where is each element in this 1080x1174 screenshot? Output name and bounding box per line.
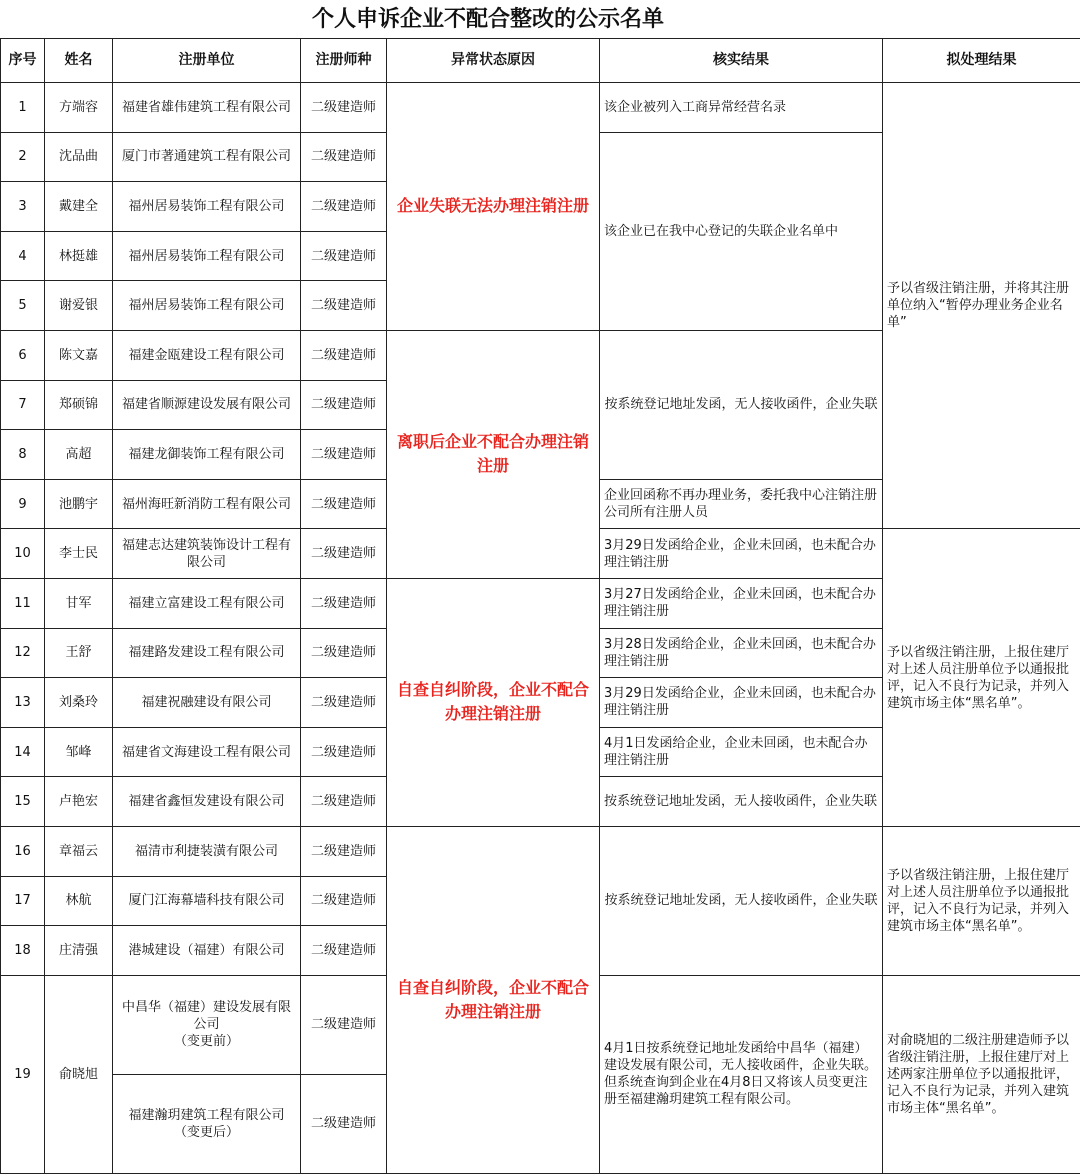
row-name: 沈品曲 bbox=[45, 132, 113, 182]
reason-cell: 企业失联无法办理注销注册 bbox=[387, 83, 600, 331]
row-name: 俞晓旭 bbox=[45, 975, 113, 1173]
row-name: 甘军 bbox=[45, 578, 113, 628]
row-type: 二级建造师 bbox=[301, 727, 387, 777]
row-type: 二级建造师 bbox=[301, 132, 387, 182]
row-type: 二级建造师 bbox=[301, 826, 387, 876]
row-type: 二级建造师 bbox=[301, 330, 387, 380]
row-type: 二级建造师 bbox=[301, 529, 387, 579]
row-company: 福清市利捷装潢有限公司 bbox=[113, 826, 301, 876]
row-type: 二级建造师 bbox=[301, 578, 387, 628]
col-header-no: 序号 bbox=[1, 39, 45, 83]
verify-cell: 按系统登记地址发函，无人接收函件，企业失联 bbox=[600, 330, 883, 479]
row-no: 9 bbox=[1, 479, 45, 529]
notice-table bbox=[0, 38, 1080, 1174]
verify-cell: 3月29日发函给企业，企业未回函，也未配合办理注销注册 bbox=[600, 678, 883, 728]
handling-cell: 予以省级注销注册，上报住建厅对上述人员注册单位予以通报批评，记入不良行为记录，并列入建筑市场主体“黑名单”。 bbox=[883, 826, 1080, 975]
page-title: 个人申诉企业不配合整改的公示名单 bbox=[0, 0, 1080, 38]
row-company: 福建金瓯建设工程有限公司 bbox=[113, 330, 301, 380]
row-no: 2 bbox=[1, 132, 45, 182]
row-no: 1 bbox=[1, 83, 45, 133]
row-type: 二级建造师 bbox=[301, 430, 387, 480]
row-type: 二级建造师 bbox=[301, 479, 387, 529]
row-no: 6 bbox=[1, 330, 45, 380]
row-no: 7 bbox=[1, 380, 45, 430]
row-name: 卢艳宏 bbox=[45, 777, 113, 827]
col-header-handling: 拟处理结果 bbox=[883, 39, 1080, 83]
row-company: 福州居易装饰工程有限公司 bbox=[113, 231, 301, 281]
table-header-row bbox=[1, 39, 1080, 83]
row-type: 二级建造师 bbox=[301, 876, 387, 926]
row-name: 刘桑玲 bbox=[45, 678, 113, 728]
row-no: 8 bbox=[1, 430, 45, 480]
row-type: 二级建造师 bbox=[301, 777, 387, 827]
row-company: 港城建设（福建）有限公司 bbox=[113, 926, 301, 976]
row-name: 李士民 bbox=[45, 529, 113, 579]
reason-cell: 自查自纠阶段，企业不配合办理注销注册 bbox=[387, 826, 600, 1173]
col-header-verify: 核实结果 bbox=[600, 39, 883, 83]
col-header-company: 注册单位 bbox=[113, 39, 301, 83]
verify-cell: 该企业已在我中心登记的失联企业名单中 bbox=[600, 132, 883, 330]
row-name: 郑硕锦 bbox=[45, 380, 113, 430]
row-name: 池鹏宇 bbox=[45, 479, 113, 529]
row-company: 福建省雄伟建筑工程有限公司 bbox=[113, 83, 301, 133]
row-company: 福州海旺新消防工程有限公司 bbox=[113, 479, 301, 529]
verify-cell: 3月29日发函给企业，企业未回函，也未配合办理注销注册 bbox=[600, 529, 883, 579]
row-name: 戴建全 bbox=[45, 182, 113, 232]
row-no: 19 bbox=[1, 975, 45, 1173]
row-type: 二级建造师 bbox=[301, 678, 387, 728]
table-row bbox=[1, 826, 1080, 876]
row-no: 13 bbox=[1, 678, 45, 728]
verify-cell: 该企业被列入工商异常经营名录 bbox=[600, 83, 883, 133]
row-type: 二级建造师 bbox=[301, 926, 387, 976]
row-no: 14 bbox=[1, 727, 45, 777]
row-name: 邹峰 bbox=[45, 727, 113, 777]
row-type: 二级建造师 bbox=[301, 975, 387, 1074]
handling-cell: 予以省级注销注册，上报住建厅对上述人员注册单位予以通报批评，记入不良行为记录，并列入建筑市场主体“黑名单”。 bbox=[883, 529, 1080, 827]
row-company: 福建志达建筑装饰设计工程有限公司 bbox=[113, 529, 301, 579]
verify-cell: 3月27日发函给企业，企业未回函，也未配合办理注销注册 bbox=[600, 578, 883, 628]
row-no: 16 bbox=[1, 826, 45, 876]
row-type: 二级建造师 bbox=[301, 1074, 387, 1173]
reason-cell: 自查自纠阶段，企业不配合办理注销注册 bbox=[387, 578, 600, 826]
row-name: 王舒 bbox=[45, 628, 113, 678]
row-type: 二级建造师 bbox=[301, 83, 387, 133]
row-type: 二级建造师 bbox=[301, 182, 387, 232]
row-company: 福建省文海建设工程有限公司 bbox=[113, 727, 301, 777]
row-no: 17 bbox=[1, 876, 45, 926]
row-no: 15 bbox=[1, 777, 45, 827]
row-company: 福建路发建设工程有限公司 bbox=[113, 628, 301, 678]
row-no: 10 bbox=[1, 529, 45, 579]
row-company: 福建省鑫恒发建设有限公司 bbox=[113, 777, 301, 827]
row-name: 陈文嘉 bbox=[45, 330, 113, 380]
row-type: 二级建造师 bbox=[301, 231, 387, 281]
row-company: 厦门江海幕墙科技有限公司 bbox=[113, 876, 301, 926]
row-company: 福建龙御装饰工程有限公司 bbox=[113, 430, 301, 480]
row-name: 方端容 bbox=[45, 83, 113, 133]
row-no: 5 bbox=[1, 281, 45, 331]
reason-cell: 离职后企业不配合办理注销注册 bbox=[387, 330, 600, 578]
row-company: 厦门市著通建筑工程有限公司 bbox=[113, 132, 301, 182]
table-row bbox=[1, 83, 1080, 133]
row-name: 林挺雄 bbox=[45, 231, 113, 281]
row-company: 福建瀚玥建筑工程有限公司 （变更后） bbox=[113, 1074, 301, 1173]
row-name: 章福云 bbox=[45, 826, 113, 876]
row-type: 二级建造师 bbox=[301, 281, 387, 331]
row-name: 林航 bbox=[45, 876, 113, 926]
row-company: 福建立富建设工程有限公司 bbox=[113, 578, 301, 628]
row-type: 二级建造师 bbox=[301, 380, 387, 430]
row-name: 高超 bbox=[45, 430, 113, 480]
verify-cell: 3月28日发函给企业，企业未回函，也未配合办理注销注册 bbox=[600, 628, 883, 678]
row-name: 庄清强 bbox=[45, 926, 113, 976]
row-no: 12 bbox=[1, 628, 45, 678]
row-company: 福建省顺源建设发展有限公司 bbox=[113, 380, 301, 430]
verify-cell: 4月1日发函给企业，企业未回函，也未配合办理注销注册 bbox=[600, 727, 883, 777]
row-name: 谢爱银 bbox=[45, 281, 113, 331]
row-company: 福州居易装饰工程有限公司 bbox=[113, 281, 301, 331]
verify-cell: 按系统登记地址发函，无人接收函件，企业失联 bbox=[600, 826, 883, 975]
col-header-type: 注册师种 bbox=[301, 39, 387, 83]
verify-cell: 按系统登记地址发函，无人接收函件，企业失联 bbox=[600, 777, 883, 827]
row-company: 福州居易装饰工程有限公司 bbox=[113, 182, 301, 232]
row-no: 4 bbox=[1, 231, 45, 281]
col-header-reason: 异常状态原因 bbox=[387, 39, 600, 83]
row-type: 二级建造师 bbox=[301, 628, 387, 678]
row-company: 福建祝融建设有限公司 bbox=[113, 678, 301, 728]
verify-cell: 企业回函称不再办理业务，委托我中心注销注册公司所有注册人员 bbox=[600, 479, 883, 529]
handling-cell: 予以省级注销注册，并将其注册单位纳入“暂停办理业务企业名单” bbox=[883, 83, 1080, 529]
row-company: 中昌华（福建）建设发展有限公司 （变更前） bbox=[113, 975, 301, 1074]
verify-cell: 4月1日按系统登记地址发函给中昌华（福建）建设发展有限公司，无人接收函件，企业失联。但系统查询到企业在4月8日又将该人员变更注册至福建瀚玥建筑工程有限公司。 bbox=[600, 975, 883, 1173]
row-no: 3 bbox=[1, 182, 45, 232]
row-no: 11 bbox=[1, 578, 45, 628]
col-header-name: 姓名 bbox=[45, 39, 113, 83]
handling-cell: 对俞晓旭的二级注册建造师予以省级注销注册，上报住建厅对上述两家注册单位予以通报批评，记入不良行为记录，并列入建筑市场主体“黑名单”。 bbox=[883, 975, 1080, 1173]
row-no: 18 bbox=[1, 926, 45, 976]
